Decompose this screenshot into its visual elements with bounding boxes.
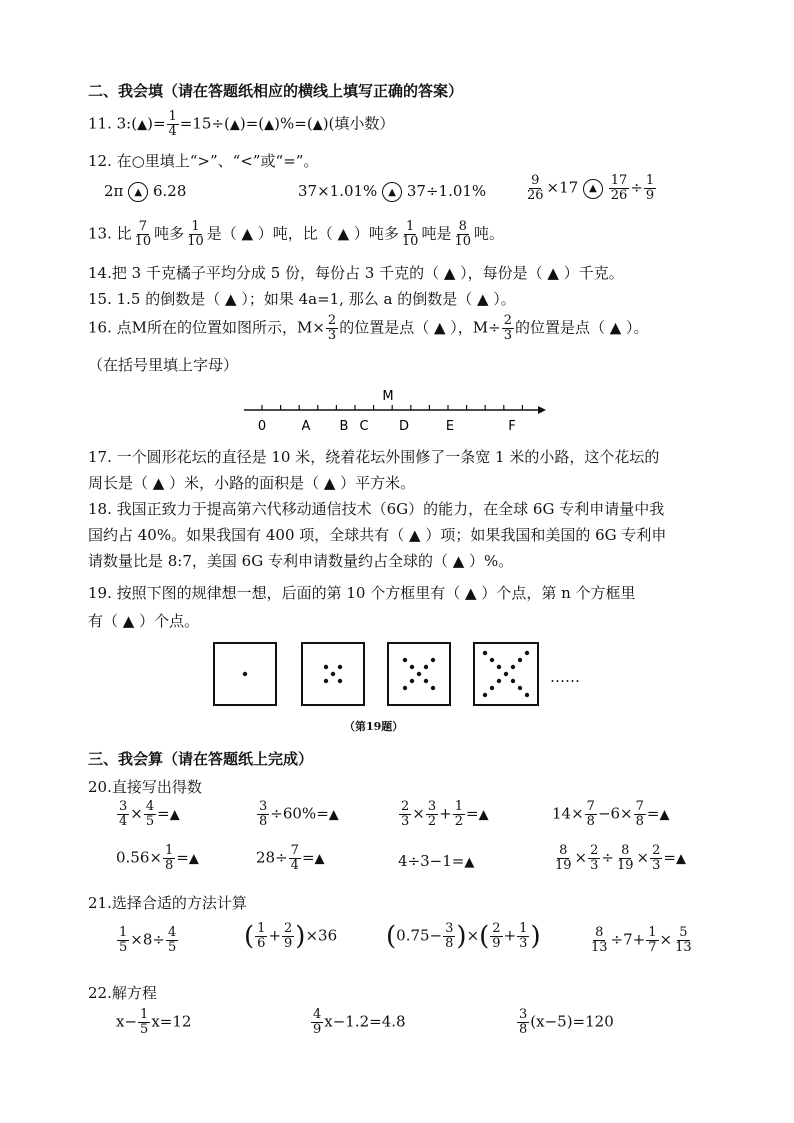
question-12-prompt: 12. 在○里填上“>”、“<”或“=”。 bbox=[88, 152, 319, 170]
question-17-line-2: 周长是（ ▲ ）米，小路的面积是（ ▲ ）平方米。 bbox=[88, 474, 416, 492]
pattern-dot bbox=[483, 651, 487, 655]
question-13: 13. 比 $\frac{7}{10}$ 吨多 $\frac{1}{10}$ 是（ ▲ ）吨，比（ ▲ ）吨多 $\frac{1}{10}$ 吨是 $\frac{8}{10}$ 吨。 bbox=[88, 219, 505, 249]
pattern-dot bbox=[417, 672, 421, 676]
q22-equation-1: x− $\frac{1}{5}$ x=12 bbox=[116, 1007, 192, 1037]
pattern-dot bbox=[525, 693, 529, 697]
tick-label-d: D bbox=[398, 419, 410, 434]
q20-expr-7: 4÷3−1=▲ bbox=[398, 852, 475, 870]
point-m-label: M bbox=[382, 389, 394, 404]
circle-triangle-icon: ▲ bbox=[382, 182, 402, 202]
pattern-dot bbox=[518, 686, 522, 690]
section-3-heading: 三、我会算（请在答题纸上完成） bbox=[88, 750, 314, 768]
tick-label-a: A bbox=[301, 419, 311, 434]
pattern-dot bbox=[497, 679, 501, 683]
circle-triangle-icon: ▲ bbox=[583, 179, 603, 199]
q20-expr-8: $\frac{8}{19}$ × $\frac{2}{3}$ ÷ $\frac{8}{19}$ × $\frac{2}{3}$ =▲ bbox=[555, 843, 686, 873]
section-2-heading: 二、我会填（请在答题纸相应的横线上填写正确的答案） bbox=[88, 82, 464, 100]
question-11: 11. 3:(▲)= $\frac{1}{4}$ =15÷(▲)=(▲)%=(▲)(填小数） bbox=[88, 109, 395, 139]
dot-pattern-figure bbox=[212, 640, 552, 710]
pattern-dot bbox=[424, 679, 428, 683]
pattern-dot bbox=[338, 679, 342, 683]
q20-expr-3: $\frac{2}{3}$ × $\frac{3}{2}$ + $\frac{1}{2}$ =▲ bbox=[401, 799, 489, 829]
question-19-line-2: 有（ ▲ ）个点。 bbox=[88, 612, 200, 630]
pattern-dot bbox=[410, 665, 414, 669]
q20-expr-1: $\frac{3}{4}$ × $\frac{4}{5}$ =▲ bbox=[119, 799, 180, 829]
pattern-dot bbox=[424, 665, 428, 669]
q21-expr-4: $\frac{8}{13}$ ÷7+ $\frac{1}{7}$ × $\frac{5}{13}$ bbox=[591, 925, 692, 955]
pattern-dot bbox=[525, 651, 529, 655]
question-12-pair-1: 2π ▲ 6.28 bbox=[104, 182, 187, 200]
figure-19-caption: （第19题） bbox=[344, 720, 404, 733]
question-18-line-2: 国约占 40%。如果我国有 400 项，全球共有（ ▲ ）项；如果我国和美国的 6G 专利申 bbox=[88, 526, 667, 544]
pattern-dot bbox=[497, 665, 501, 669]
question-12-pair-2: 37×1.01% ▲ 37÷1.01% bbox=[298, 182, 487, 200]
question-12-pair-3: $\frac{9}{26}$ ×17 ▲ $\frac{17}{26}$ ÷ $\frac{1}{9}$ bbox=[527, 173, 655, 203]
q22-equation-2: $\frac{4}{9}$ x−1.2=4.8 bbox=[313, 1007, 406, 1037]
tick-label-f: F bbox=[508, 419, 516, 434]
pattern-dot bbox=[431, 658, 435, 662]
question-19-line-1: 19. 按照下图的规律想一想，后面的第 10 个方框里有（ ▲ ）个点，第 n 个方框里 bbox=[88, 584, 636, 602]
pattern-dot bbox=[403, 686, 407, 690]
circle-triangle-icon: ▲ bbox=[128, 182, 148, 202]
pattern-dot bbox=[490, 658, 494, 662]
question-21-title: 21.选择合适的方法计算 bbox=[88, 894, 247, 912]
question-17-line-1: 17. 一个圆形花坛的直径是 10 米，绕着花坛外围修了一条宽 1 米的小路，这个花坛的 bbox=[88, 448, 660, 466]
pattern-dot bbox=[324, 679, 328, 683]
question-16: 16. 点M所在的位置如图所示，M× $\frac{2}{3}$ 的位置是点（ ▲ ），M÷ $\frac{2}{3}$ 的位置是点（ ▲ ）。 bbox=[88, 313, 649, 343]
tick-label-c: C bbox=[359, 419, 369, 434]
question-22-title: 22.解方程 bbox=[88, 984, 157, 1002]
pattern-dot bbox=[324, 665, 328, 669]
pattern-dot bbox=[331, 672, 335, 676]
q21-expr-1: $\frac{1}{5}$ ×8÷ $\frac{4}{5}$ bbox=[119, 925, 177, 955]
question-14: 14.把 3 千克橘子平均分成 5 份，每份占 3 千克的（ ▲ ），每份是（ ▲ ）千克。 bbox=[88, 264, 624, 282]
pattern-dot bbox=[243, 672, 247, 676]
tick-label-0: 0 bbox=[257, 419, 267, 434]
pattern-dots bbox=[243, 651, 529, 697]
pattern-dot bbox=[431, 686, 435, 690]
question-20-title: 20.直接写出得数 bbox=[88, 778, 202, 796]
tick-label-e: E bbox=[445, 419, 455, 434]
pattern-dot bbox=[483, 693, 487, 697]
pattern-dot bbox=[504, 672, 508, 676]
question-18-line-3: 请数量比是 8:7，美国 6G 专利申请数量约占全球的（ ▲ ）%。 bbox=[88, 552, 514, 570]
q22-equation-3: $\frac{3}{8}$ (x−5)=120 bbox=[519, 1007, 614, 1037]
number-line-figure bbox=[236, 380, 556, 436]
question-15: 15. 1.5 的倒数是（ ▲ ）；如果 4a=1, 那么 a 的倒数是（ ▲ ）。 bbox=[88, 290, 516, 308]
tick-label-b: B bbox=[339, 419, 349, 434]
question-16-note: （在括号里填上字母） bbox=[88, 356, 239, 374]
q21-expr-2: ( $\frac{1}{6}$ + $\frac{2}{9}$ )×36 bbox=[244, 921, 338, 952]
pattern-dot bbox=[511, 665, 515, 669]
pattern-dot bbox=[410, 679, 414, 683]
q20-expr-2: $\frac{3}{8}$ ÷60%=▲ bbox=[259, 799, 339, 829]
arrow-head-icon bbox=[538, 406, 546, 414]
q20-expr-5: 0.56× $\frac{1}{8}$ =▲ bbox=[116, 843, 199, 873]
pattern-dot bbox=[511, 679, 515, 683]
q21-expr-3: (0.75− $\frac{3}{8}$ )×( $\frac{2}{9}$ + $\frac{1}{3}$ ) bbox=[386, 921, 541, 952]
q20-expr-6: 28÷ $\frac{7}{4}$ =▲ bbox=[256, 843, 325, 873]
continuation-ellipsis: …… bbox=[550, 668, 580, 686]
question-18-line-1: 18. 我国正致力于提高第六代移动通信技术（6G）的能力，在全球 6G 专利申请量中我 bbox=[88, 500, 665, 518]
pattern-dot bbox=[403, 658, 407, 662]
pattern-dot bbox=[490, 686, 494, 690]
pattern-dot bbox=[338, 665, 342, 669]
q20-expr-4: 14× $\frac{7}{8}$ −6× $\frac{7}{8}$ =▲ bbox=[552, 799, 670, 829]
pattern-dot bbox=[518, 658, 522, 662]
